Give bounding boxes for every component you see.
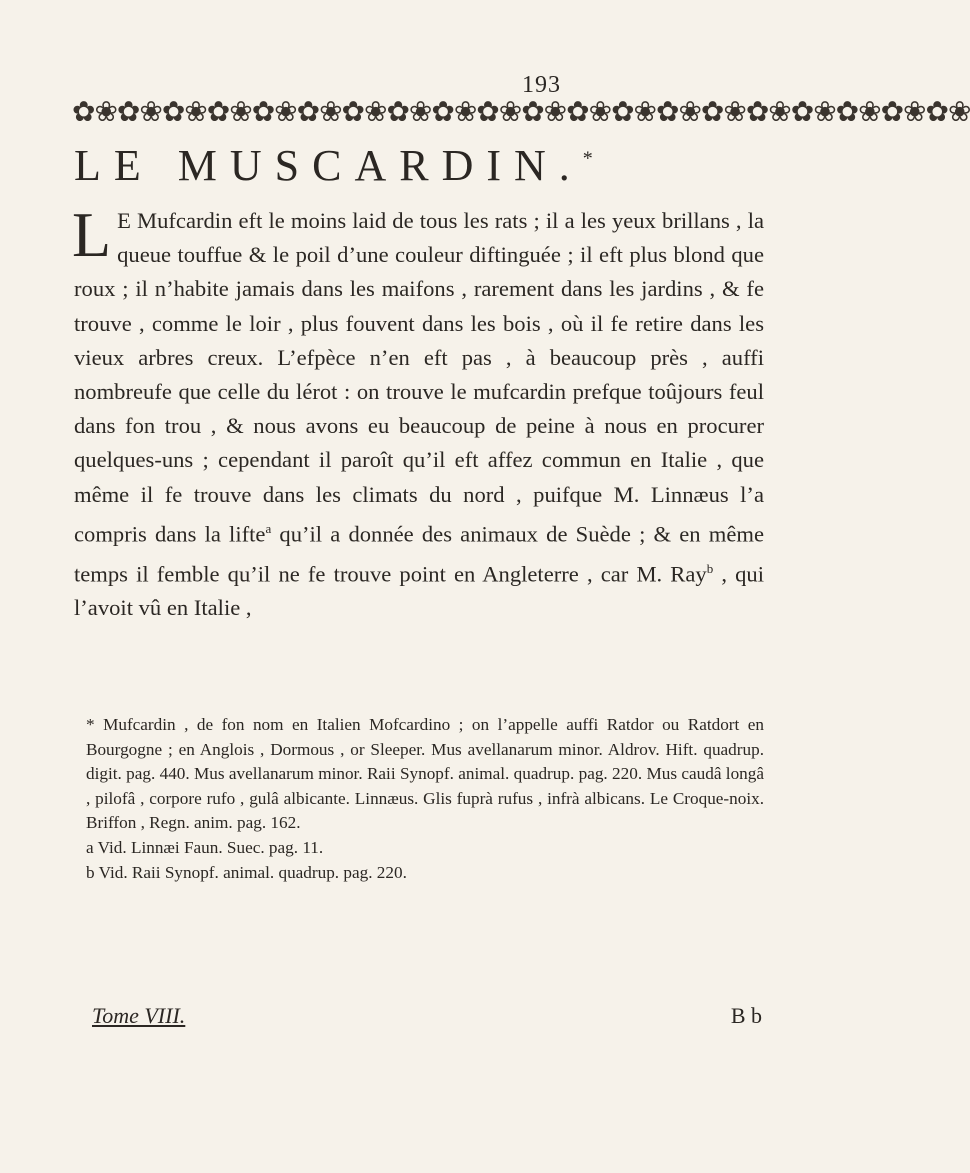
title-footnote-mark: * bbox=[582, 147, 593, 170]
footnotes bbox=[74, 713, 764, 885]
tome-label: Tome VIII. bbox=[92, 1003, 186, 1028]
body-text bbox=[72, 199, 764, 626]
paragraph-part-2: qu’il a donnée des animaux de Suède ; & en même temps il femble qu’il ne fe trouve point en Angleterre , car M. Ray bbox=[74, 521, 764, 587]
ornament-border: ✿❀✿❀✿❀✿❀✿❀✿❀✿❀✿❀✿❀✿❀✿❀✿❀✿❀✿❀✿❀✿❀✿❀✿❀✿❀✿❀ bbox=[72, 97, 970, 128]
paragraph-part-3: , qui l’avoit vû en Italie , bbox=[74, 561, 764, 621]
page-number: 193 bbox=[522, 72, 561, 98]
footnote-ref-b: b bbox=[706, 560, 714, 576]
footnote-b: b Vid. Raii Synopf. animal. quadrup. pag. 220. bbox=[86, 862, 407, 882]
title-text: LE MUSCARDIN. bbox=[74, 141, 583, 190]
paragraph-part-1: E Mufcardin eft le moins laid de tous les rats ; il a les yeux brillans , la queue touffue & le poil d’une couleur diftinguée ; il eft plus blond que roux ; il n’habite jamais dans les maifons , rarement dans les jardins , & fe trouve , comme le loir , plus fouvent dans les bois , où il fe retire dans les vieux arbres creux. L’efpèce n’en eft pas , à beaucoup près , auffi nombreufe que celle du lérot : on trouve le mufcardin prefque toûjours feul dans fon trou , & nous avons eu beaucoup de peine à nous en procurer quelques-uns ; cependant il paroît qu’il eft affez commun en Italie , que même il fe trouve dans les climats du nord , puifque M. Linnæus l’a compris dans la lifte bbox=[74, 208, 764, 547]
page-title bbox=[74, 140, 593, 191]
page-footer bbox=[92, 1003, 762, 1029]
signature-mark: B b bbox=[730, 1003, 762, 1028]
drop-cap: L bbox=[72, 199, 112, 270]
footnote-ref-a: a bbox=[265, 520, 272, 536]
footnote-a: a Vid. Linnæi Faun. Suec. pag. 11. bbox=[86, 837, 324, 857]
footnote-star: * Mufcardin , de fon nom en Italien Mofcardino ; on l’appelle auffi Ratdor ou Ratdort en Bourgogne ; en Anglois , Dormous , or Sleeper. Mus avellanarum minor. Aldrov. Hift. quadrup. digit. pag. 440. Mus avellanarum minor. Raii Synopf. animal. quadrup. pag. 220. Mus caudâ longâ , pilofâ , corpore rufo , gulâ albicante. Linnæus. Glis fuprà rufus , infrà albicans. Le Croque-noix. Briffon , Regn. anim. pag. 162. bbox=[86, 715, 764, 833]
